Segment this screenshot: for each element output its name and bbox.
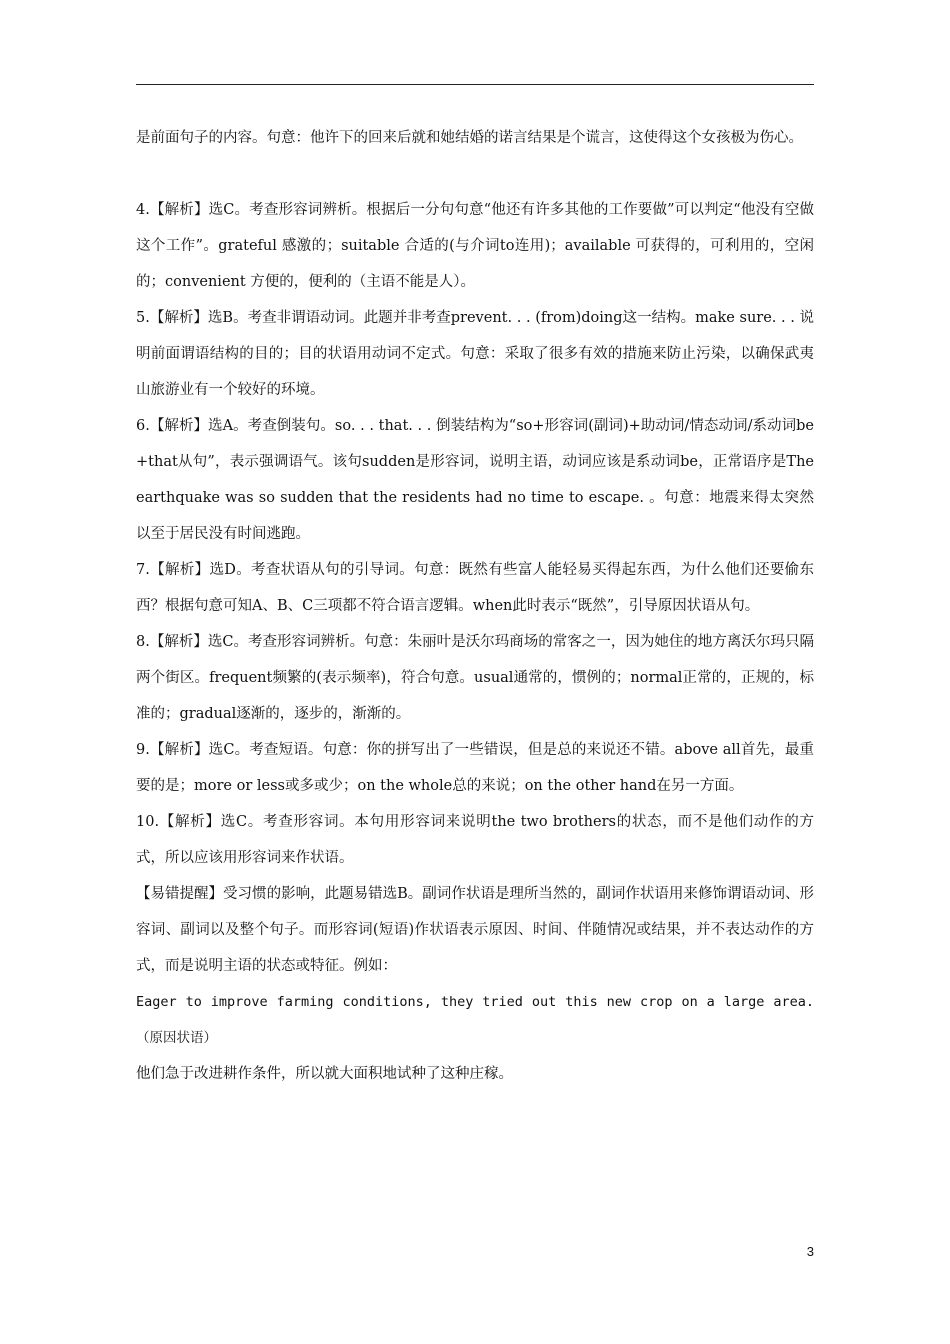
answer-4: 4.【解析】选C。考查形容词辨析。根据后一分句句意“他还有许多其他的工作要做”可以判定“他没有空做这个工作”。grateful 感激的；suitable 合适的(与介词to连用)；available 可获得的，可利用的，空闲的；convenient 方便的，便利的（主语不能是人）。 <box>136 202 814 290</box>
answer-5: 5.【解析】选B。考查非谓语动词。此题并非考查prevent. . . (from)doing这一结构。make sure. . . 说明前面谓语结构的目的；目的状语用动词不定式。句意：采取了很多有效的措施来防止污染，以确保武夷山旅游业有一个较好的环境。 <box>136 310 814 398</box>
error-tip: 【易错提醒】受习惯的影响，此题易错选B。副词作状语是理所当然的，副词作状语用来修饰谓语动词、形容词、副词以及整个句子。而形容词(短语)作状语表示原因、时间、伴随情况或结果，并不表达动作的方式，而是说明主语的状态或特征。例如： <box>136 886 814 974</box>
answer-8: 8.【解析】选C。考查形容词辨析。句意：朱丽叶是沃尔玛商场的常客之一，因为她住的地方离沃尔玛只隔两个街区。frequent频繁的(表示频率)，符合句意。usual通常的，惯例的；normal正常的，正规的，标准的；gradual逐渐的，逐步的，渐渐的。 <box>136 634 814 722</box>
document-body <box>136 120 814 1092</box>
answer-7: 7.【解析】选D。考查状语从句的引导词。句意：既然有些富人能轻易买得起东西，为什么他们还要偷东西？根据句意可知A、B、C三项都不符合语言逻辑。when此时表示“既然”，引导原因状语从句。 <box>136 562 814 614</box>
answer-10: 10.【解析】选C。考查形容词。本句用形容词来说明the two brothers的状态，而不是他们动作的方式，所以应该用形容词来作状语。 <box>136 814 814 866</box>
example-translation: 他们急于改进耕作条件，所以就大面积地试种了这种庄稼。 <box>136 1066 513 1082</box>
paragraph-continuation: 是前面句子的内容。句意：他许下的回来后就和她结婚的诺言结果是个谎言，这使得这个女孩极为伤心。 <box>136 130 803 146</box>
page-number: 3 <box>806 1244 814 1259</box>
header-rule <box>136 84 814 85</box>
answer-9: 9.【解析】选C。考查短语。句意：你的拼写出了一些错误，但是总的来说还不错。above all首先，最重要的是；more or less或多或少；on the whole总的来说；on the other hand在另一方面。 <box>136 742 814 794</box>
answer-6: 6.【解析】选A。考查倒装句。so. . . that. . . 倒装结构为“so+形容词(副词)+助动词/情态动词/系动词be+that从句”，表示强调语气。该句sudden是形容词，说明主语，动词应该是系动词be，正常语序是The earthquake was so sudden that the residents had no time to escape. 。句意：地震来得太突然以至于居民没有时间逃跑。 <box>136 418 814 542</box>
example-sentence: Eager to improve farming conditions, they tried out this new crop on a large area. （原因状语） <box>136 994 814 1046</box>
